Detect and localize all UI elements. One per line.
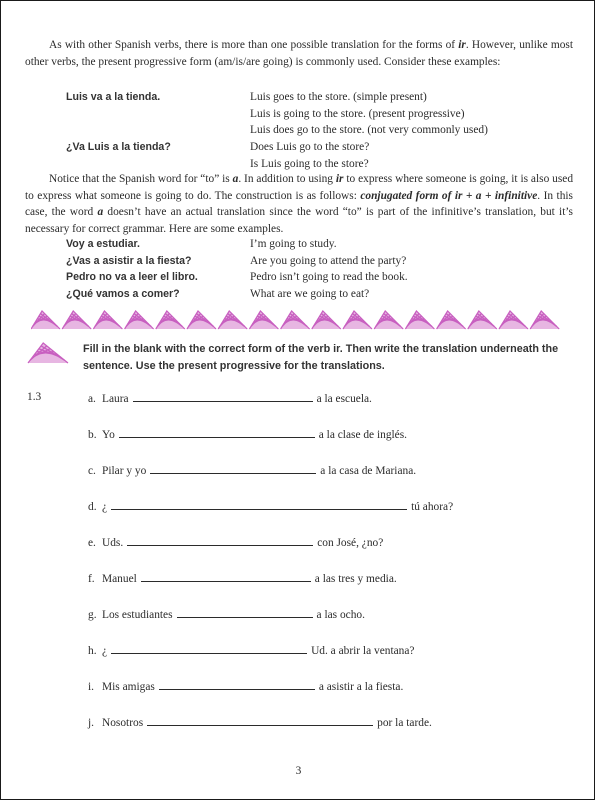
item-prompt: ¿ bbox=[102, 501, 108, 513]
item-letter: e. bbox=[88, 537, 99, 549]
item-ending: a las ocho. bbox=[316, 609, 365, 621]
exercise-item bbox=[88, 427, 407, 441]
exercise-item bbox=[88, 463, 416, 477]
answer-blank[interactable] bbox=[177, 607, 313, 618]
item-prompt: Uds. bbox=[102, 537, 124, 549]
triangle-decoration bbox=[31, 311, 60, 329]
triangle-decoration bbox=[437, 311, 466, 329]
example-block-1 bbox=[66, 89, 566, 139]
triangle-decoration bbox=[374, 311, 403, 329]
item-letter: g. bbox=[88, 609, 100, 621]
exercise-instructions: Fill in the blank with the correct form of the verb ir. Then write the translation underneath the sentence. Use the present progressive for the translations. bbox=[83, 343, 559, 372]
item-ending: tú ahora? bbox=[411, 501, 454, 513]
example-row bbox=[66, 139, 566, 156]
word-ir: ir bbox=[335, 173, 344, 185]
example-row bbox=[66, 156, 566, 173]
triangle-decoration bbox=[530, 311, 559, 329]
example-row bbox=[66, 106, 566, 123]
item-ending: a la casa de Mariana. bbox=[320, 465, 417, 477]
english-translation: Does Luis go to the store? bbox=[250, 141, 370, 153]
triangle-decoration bbox=[218, 311, 247, 329]
spanish-sentence: ¿Va Luis a la tienda? bbox=[66, 141, 171, 153]
example-block-3 bbox=[66, 236, 566, 302]
triangle-decoration bbox=[343, 311, 372, 329]
spanish-sentence: ¿Qué vamos a comer? bbox=[66, 287, 180, 300]
item-prompt: Pilar y yo bbox=[102, 465, 147, 477]
spanish-sentence: ¿Vas a asistir a la fiesta? bbox=[66, 254, 192, 267]
answer-blank[interactable] bbox=[111, 643, 307, 654]
item-prompt: Laura bbox=[102, 393, 129, 405]
answer-blank[interactable] bbox=[111, 499, 407, 510]
item-ending: Ud. a abrir la ventana? bbox=[311, 645, 415, 657]
triangle-decoration bbox=[405, 311, 434, 329]
triangle-decoration bbox=[312, 311, 341, 329]
triangle-decoration bbox=[187, 311, 216, 329]
english-translation: Are you going to attend the party? bbox=[250, 254, 407, 267]
intro-text: . However, unlike most other verbs, the present progressive form (am/is/are going) is commonly used. Consider these examples: bbox=[25, 39, 573, 68]
construction-formula: conjugated form of ir + a + infinitive bbox=[360, 189, 538, 202]
item-prompt: ¿ bbox=[102, 645, 108, 657]
triangle-decoration bbox=[499, 311, 528, 329]
english-translation: Luis goes to the store. (simple present) bbox=[250, 91, 427, 103]
intro-text: As with other Spanish verbs, there is more than one possible translation for the forms of bbox=[49, 39, 459, 51]
english-translation: I’m going to study. bbox=[250, 238, 337, 250]
answer-blank[interactable] bbox=[147, 715, 373, 726]
triangle-decoration bbox=[281, 311, 310, 329]
example-row bbox=[66, 89, 566, 106]
item-prompt: Los estudiantes bbox=[102, 609, 173, 621]
item-letter: d. bbox=[88, 501, 100, 513]
item-letter: c. bbox=[88, 465, 99, 477]
item-letter: i. bbox=[88, 681, 97, 693]
item-ending: a la clase de inglés. bbox=[318, 429, 408, 441]
example-block-2 bbox=[66, 139, 566, 172]
verb-ir: ir bbox=[458, 39, 466, 51]
exercise-item bbox=[88, 571, 397, 585]
answer-blank[interactable] bbox=[150, 463, 316, 474]
spanish-sentence: Voy a estudiar. bbox=[66, 238, 140, 250]
item-letter: a. bbox=[88, 393, 99, 405]
item-prompt: Mis amigas bbox=[102, 681, 155, 693]
word-a: a bbox=[232, 173, 239, 185]
decorative-triangle-band bbox=[31, 309, 561, 331]
intro-text: to express where someone is going, it is also used to express what someone is going to do. The construction is as follows: bbox=[25, 173, 574, 202]
page-number: 3 bbox=[295, 765, 302, 777]
word-a: a bbox=[97, 206, 104, 218]
intro-text: . In this case, the word bbox=[25, 189, 573, 218]
triangle-decoration bbox=[468, 311, 497, 329]
item-ending: con José, ¿no? bbox=[317, 537, 384, 549]
answer-blank[interactable] bbox=[141, 571, 311, 582]
intro-paragraph-2 bbox=[25, 171, 573, 237]
exercise-item bbox=[88, 535, 383, 549]
exercise-item bbox=[88, 715, 432, 729]
example-row bbox=[66, 236, 566, 253]
example-row bbox=[66, 122, 566, 139]
triangle-decoration bbox=[28, 343, 68, 363]
triangle-decoration bbox=[62, 311, 91, 329]
item-ending: a asistir a la fiesta. bbox=[318, 681, 404, 693]
item-letter: h. bbox=[88, 645, 100, 657]
triangle-decoration bbox=[156, 311, 185, 329]
item-ending: por la tarde. bbox=[377, 717, 432, 729]
english-translation: Pedro isn’t going to read the book. bbox=[250, 271, 408, 283]
exercise-item bbox=[88, 643, 414, 657]
triangle-decoration bbox=[125, 311, 154, 329]
exercise-item bbox=[88, 391, 372, 405]
item-prompt: Manuel bbox=[102, 573, 137, 585]
item-letter: b. bbox=[88, 429, 100, 441]
exercise-item bbox=[88, 607, 365, 621]
spanish-sentence-empty bbox=[66, 156, 250, 173]
answer-blank[interactable] bbox=[133, 391, 313, 402]
item-ending: a las tres y media. bbox=[314, 573, 397, 585]
item-prompt: Nosotros bbox=[102, 717, 144, 729]
item-ending: a la escuela. bbox=[316, 393, 372, 405]
item-letter: f. bbox=[88, 573, 98, 585]
exercise-item bbox=[88, 679, 403, 693]
answer-blank[interactable] bbox=[159, 679, 315, 690]
spanish-sentence: Luis va a la tienda. bbox=[66, 91, 161, 103]
spanish-sentence-empty bbox=[66, 122, 250, 139]
example-row bbox=[66, 286, 566, 303]
instruction-triangle-icon bbox=[27, 342, 71, 364]
example-row bbox=[66, 269, 566, 286]
spanish-sentence-empty bbox=[66, 106, 250, 123]
exercise-number: 1.3 bbox=[27, 391, 42, 403]
answer-blank[interactable] bbox=[119, 427, 315, 438]
intro-paragraph-1 bbox=[25, 37, 573, 70]
triangle-decoration bbox=[93, 311, 122, 329]
intro-text: Notice that the Spanish word for “to” is bbox=[49, 173, 233, 185]
item-prompt: Yo bbox=[102, 429, 115, 441]
example-row bbox=[66, 253, 566, 270]
exercise-item bbox=[88, 499, 453, 513]
english-translation: Luis does go to the store. (not very commonly used) bbox=[250, 124, 488, 136]
triangle-decoration bbox=[249, 311, 278, 329]
english-translation: Luis is going to the store. (present progressive) bbox=[250, 107, 465, 120]
answer-blank[interactable] bbox=[127, 535, 313, 546]
english-translation: Is Luis going to the store? bbox=[250, 157, 369, 170]
intro-text: . In addition to using bbox=[238, 173, 336, 185]
item-letter: j. bbox=[88, 717, 97, 729]
spanish-sentence: Pedro no va a leer el libro. bbox=[66, 271, 198, 283]
english-translation: What are we going to eat? bbox=[250, 287, 370, 300]
intro-text: doesn’t have an actual translation since the word “to” is part of the infinitive’s translation, but it’s necessary for correct grammar. Here are some examples. bbox=[25, 206, 573, 235]
